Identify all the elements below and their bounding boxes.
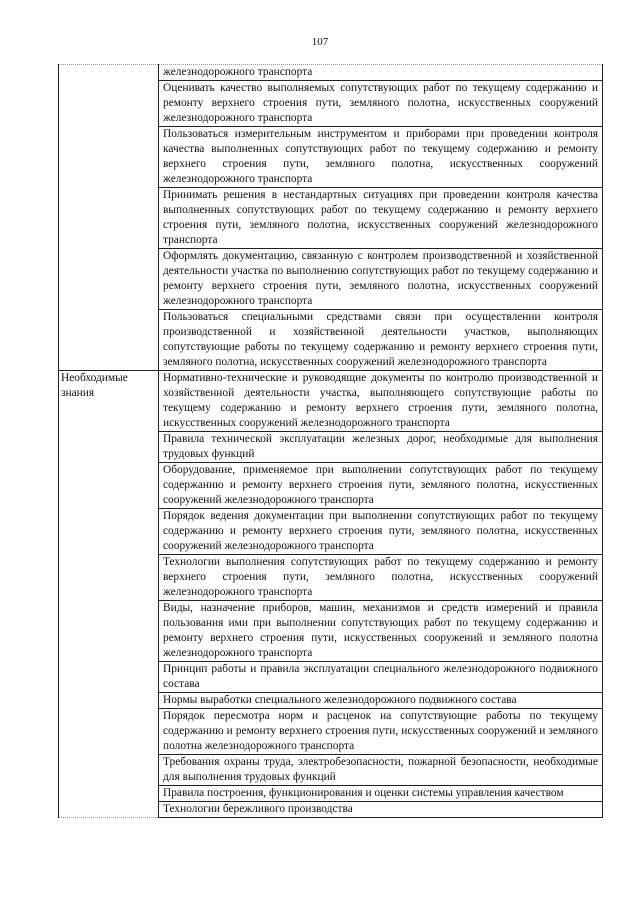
knowledge-item: Принцип работы и правила эксплуатации специального железнодорожного подвижного состава xyxy=(159,662,603,693)
knowledge-item: Правила технической эксплуатации железных дорог, необходимые для выполнения трудовых функций xyxy=(159,432,603,463)
table-row xyxy=(59,693,603,709)
skills-label-cell xyxy=(59,127,159,188)
knowledge-label-cell xyxy=(59,463,159,509)
skill-item: Пользоваться измерительным инструментом и приборами при проведении контроля качества выполненных сопутствующих работ по текущему содержанию и ремонту верхнего строения пути, земляного полотна, искусственных сооружений железнодорожного транспорта xyxy=(159,127,603,188)
skill-item: железнодорожного транспорта xyxy=(159,65,603,81)
table-row xyxy=(59,555,603,601)
table-row xyxy=(59,249,603,310)
knowledge-label-cell xyxy=(59,802,159,818)
knowledge-item: Порядок пересмотра норм и расценок на сопутствующие работы по текущему содержанию и ремонту верхнего строения пути, искусственных сооружений и земляного полотна железнодорожного транспорта xyxy=(159,709,603,755)
table-row xyxy=(59,65,603,81)
page-number: 107 xyxy=(311,36,329,48)
skills-label-cell xyxy=(59,81,159,127)
knowledge-label-cell xyxy=(59,555,159,601)
skills-label-cell xyxy=(59,65,159,81)
knowledge-item: Нормы выработки специального железнодорожного подвижного состава xyxy=(159,693,603,709)
knowledge-label-cell xyxy=(59,432,159,463)
table-row xyxy=(59,310,603,371)
skills-label-cell xyxy=(59,249,159,310)
knowledge-label-cell xyxy=(59,509,159,555)
knowledge-item: Правила построения, функционирования и оценки системы управления качеством xyxy=(159,786,603,802)
knowledge-item: Требования охраны труда, электробезопасности, пожарной безопасности, необходимые для выполнения трудовых функций xyxy=(159,755,603,786)
knowledge-label-cell xyxy=(59,755,159,786)
skills-label-cell xyxy=(59,188,159,249)
table-row xyxy=(59,371,603,432)
table-row xyxy=(59,755,603,786)
table-row xyxy=(59,432,603,463)
knowledge-item: Нормативно-технические и руководящие документы по контролю производственной и хозяйственной деятельности участка, выполняющего сопутствующие работы по текущему содержанию и ремонту верхнего строения пути, земляного полотна, искусственных сооружений железнодорожного транспорта xyxy=(159,371,603,432)
knowledge-item: Оборудование, применяемое при выполнении сопутствующих работ по текущему содержанию и ремонту верхнего строения пути, земляного полотна, искусственных сооружений железнодорожного транспорта xyxy=(159,463,603,509)
table-row xyxy=(59,802,603,818)
knowledge-item: Технологии выполнения сопутствующих работ по текущему содержанию и ремонту верхнего строения пути, земляного полотна, искусственных сооружений железнодорожного транспорта xyxy=(159,555,603,601)
knowledge-label-cell xyxy=(59,601,159,662)
table-row xyxy=(59,709,603,755)
knowledge-label-cell xyxy=(59,693,159,709)
skill-item: Оценивать качество выполняемых сопутствующих работ по текущему содержанию и ремонту верхнего строения пути, земляного полотна, искусственных сооружений железнодорожного транспорта xyxy=(159,81,603,127)
table-row xyxy=(59,188,603,249)
knowledge-label: Необходимые знания xyxy=(59,371,159,432)
table-row xyxy=(59,601,603,662)
knowledge-label-cell xyxy=(59,662,159,693)
skill-item: Оформлять документацию, связанную с контролем производственной и хозяйственной деятельности участка по выполнению сопутствующих работ по текущему содержанию и ремонту верхнего строения пути, земляного полотна, искусственных сооружений железнодорожного транспорта xyxy=(159,249,603,310)
table-row xyxy=(59,786,603,802)
table-row xyxy=(59,81,603,127)
knowledge-label-cell xyxy=(59,709,159,755)
knowledge-label-cell xyxy=(59,786,159,802)
table-row xyxy=(59,662,603,693)
knowledge-item: Технологии бережливого производства xyxy=(159,802,603,818)
table-row xyxy=(59,127,603,188)
knowledge-item: Виды, назначение приборов, машин, механизмов и средств измерений и правила пользования ими при выполнении сопутствующих работ по текущему содержанию и ремонту верхнего строения пути, искусственных сооружений и земляного полотна железнодорожного транспорта xyxy=(159,601,603,662)
requirements-table xyxy=(58,64,603,818)
skill-item: Пользоваться специальными средствами связи при осуществлении контроля производственной и хозяйственной деятельности участков, выполняющих сопутствующие работы по текущему содержанию и ремонту верхнего строения пути, земляного полотна, искусственных сооружений железнодорожного транспорта xyxy=(159,310,603,371)
skill-item: Принимать решения в нестандартных ситуациях при проведении контроля качества выполненных сопутствующих работ по текущему содержанию и ремонту верхнего строения пути, земляного полотна, искусственных сооружений железнодорожного транспорта xyxy=(159,188,603,249)
table-row xyxy=(59,509,603,555)
knowledge-item: Порядок ведения документации при выполнении сопутствующих работ по текущему содержанию и ремонту верхнего строения пути, земляного полотна, искусственных сооружений железнодорожного транспорта xyxy=(159,509,603,555)
table-row xyxy=(59,463,603,509)
skills-label-cell xyxy=(59,310,159,371)
